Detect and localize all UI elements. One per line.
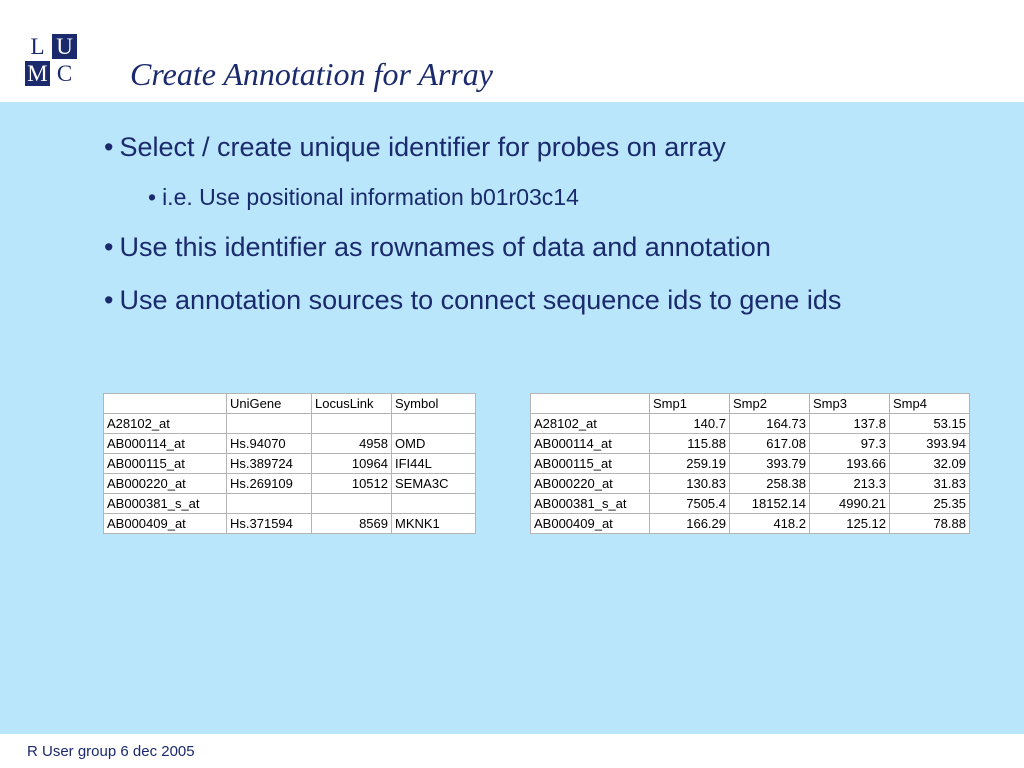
table-cell: 4958 bbox=[312, 434, 392, 454]
table-cell: 125.12 bbox=[810, 514, 890, 534]
slide-footer bbox=[0, 734, 1024, 768]
table-row bbox=[531, 514, 970, 534]
bullet-1-sub bbox=[148, 184, 579, 211]
logo-letter-u: U bbox=[52, 34, 77, 59]
table-cell: A28102_at bbox=[531, 414, 650, 434]
table-header-cell: Smp4 bbox=[890, 394, 970, 414]
table-cell: 18152.14 bbox=[730, 494, 810, 514]
slide-header bbox=[0, 0, 1024, 102]
bullet-1-sub-text: i.e. Use positional information b01r03c14 bbox=[162, 184, 579, 210]
bullet-marker: • bbox=[104, 132, 114, 162]
table-cell: 4990.21 bbox=[810, 494, 890, 514]
table-cell: Hs.94070 bbox=[227, 434, 312, 454]
table-cell: 25.35 bbox=[890, 494, 970, 514]
bullet-marker: • bbox=[104, 285, 114, 315]
table-cell: 7505.4 bbox=[650, 494, 730, 514]
table-header-cell: Smp3 bbox=[810, 394, 890, 414]
table-cell: IFI44L bbox=[392, 454, 476, 474]
table-cell bbox=[392, 414, 476, 434]
table-cell: AB000381_s_at bbox=[531, 494, 650, 514]
table-cell: AB000115_at bbox=[531, 454, 650, 474]
table-cell: 258.38 bbox=[730, 474, 810, 494]
table-cell: MKNK1 bbox=[392, 514, 476, 534]
table-header-cell: Smp2 bbox=[730, 394, 810, 414]
bullet-3 bbox=[104, 285, 841, 316]
table-row bbox=[104, 414, 476, 434]
expression-data-table bbox=[530, 393, 970, 534]
table-row bbox=[104, 514, 476, 534]
table-cell: 97.3 bbox=[810, 434, 890, 454]
table-cell: AB000220_at bbox=[104, 474, 227, 494]
bullet-3-text: Use annotation sources to connect sequence ids to gene ids bbox=[119, 285, 842, 315]
table-cell: 10964 bbox=[312, 454, 392, 474]
table-header-row bbox=[531, 394, 970, 414]
table-cell: SEMA3C bbox=[392, 474, 476, 494]
table-cell: 78.88 bbox=[890, 514, 970, 534]
table-row bbox=[531, 494, 970, 514]
table-header-cell bbox=[531, 394, 650, 414]
slide-title: Create Annotation for Array bbox=[130, 56, 493, 92]
table-cell: 193.66 bbox=[810, 454, 890, 474]
table-cell: OMD bbox=[392, 434, 476, 454]
table-cell: 393.79 bbox=[730, 454, 810, 474]
logo-letter-c: C bbox=[52, 61, 77, 86]
bullet-1-text: Select / create unique identifier for probes on array bbox=[119, 132, 726, 162]
table-cell: AB000114_at bbox=[104, 434, 227, 454]
table-cell: AB000381_s_at bbox=[104, 494, 227, 514]
bullet-marker: • bbox=[104, 232, 114, 262]
table-cell: A28102_at bbox=[104, 414, 227, 434]
table-header-cell: Smp1 bbox=[650, 394, 730, 414]
table-row bbox=[104, 454, 476, 474]
table-row bbox=[531, 474, 970, 494]
table-cell: 53.15 bbox=[890, 414, 970, 434]
table-cell: 8569 bbox=[312, 514, 392, 534]
table-cell: 137.8 bbox=[810, 414, 890, 434]
footer-text: R User group 6 dec 2005 bbox=[27, 743, 195, 760]
table-cell: Hs.371594 bbox=[227, 514, 312, 534]
table-header-cell: UniGene bbox=[227, 394, 312, 414]
table-header-cell bbox=[104, 394, 227, 414]
table-cell: 213.3 bbox=[810, 474, 890, 494]
table-cell: 10512 bbox=[312, 474, 392, 494]
table-cell bbox=[312, 414, 392, 434]
bullet-2-text: Use this identifier as rownames of data and annotation bbox=[119, 232, 771, 262]
table-cell: 164.73 bbox=[730, 414, 810, 434]
table-cell bbox=[312, 494, 392, 514]
table-cell: 32.09 bbox=[890, 454, 970, 474]
table-cell: 140.7 bbox=[650, 414, 730, 434]
bullet-2 bbox=[104, 232, 771, 263]
bullet-marker: • bbox=[148, 184, 157, 210]
table-cell: 259.19 bbox=[650, 454, 730, 474]
table-cell: 115.88 bbox=[650, 434, 730, 454]
table-row bbox=[104, 434, 476, 454]
table-cell: AB000115_at bbox=[104, 454, 227, 474]
table-cell: AB000114_at bbox=[531, 434, 650, 454]
table-row bbox=[531, 434, 970, 454]
table-cell: 166.29 bbox=[650, 514, 730, 534]
table-row bbox=[531, 454, 970, 474]
logo-letter-m: M bbox=[25, 61, 50, 86]
lumc-logo bbox=[25, 34, 79, 88]
table-row bbox=[104, 474, 476, 494]
table-header-cell: Symbol bbox=[392, 394, 476, 414]
table-cell: 418.2 bbox=[730, 514, 810, 534]
table-cell: Hs.269109 bbox=[227, 474, 312, 494]
table-cell: Hs.389724 bbox=[227, 454, 312, 474]
bullet-1 bbox=[104, 132, 726, 163]
annotation-table bbox=[103, 393, 476, 534]
table-cell: AB000409_at bbox=[104, 514, 227, 534]
table-cell: 130.83 bbox=[650, 474, 730, 494]
table-row bbox=[104, 494, 476, 514]
table-cell bbox=[227, 414, 312, 434]
table-cell: AB000220_at bbox=[531, 474, 650, 494]
table-cell bbox=[392, 494, 476, 514]
table-cell: 393.94 bbox=[890, 434, 970, 454]
table-cell: 617.08 bbox=[730, 434, 810, 454]
slide-content bbox=[0, 102, 1024, 734]
table-cell: AB000409_at bbox=[531, 514, 650, 534]
table-header-cell: LocusLink bbox=[312, 394, 392, 414]
table-cell bbox=[227, 494, 312, 514]
logo-letter-l: L bbox=[25, 34, 50, 59]
table-row bbox=[531, 414, 970, 434]
table-header-row bbox=[104, 394, 476, 414]
table-cell: 31.83 bbox=[890, 474, 970, 494]
